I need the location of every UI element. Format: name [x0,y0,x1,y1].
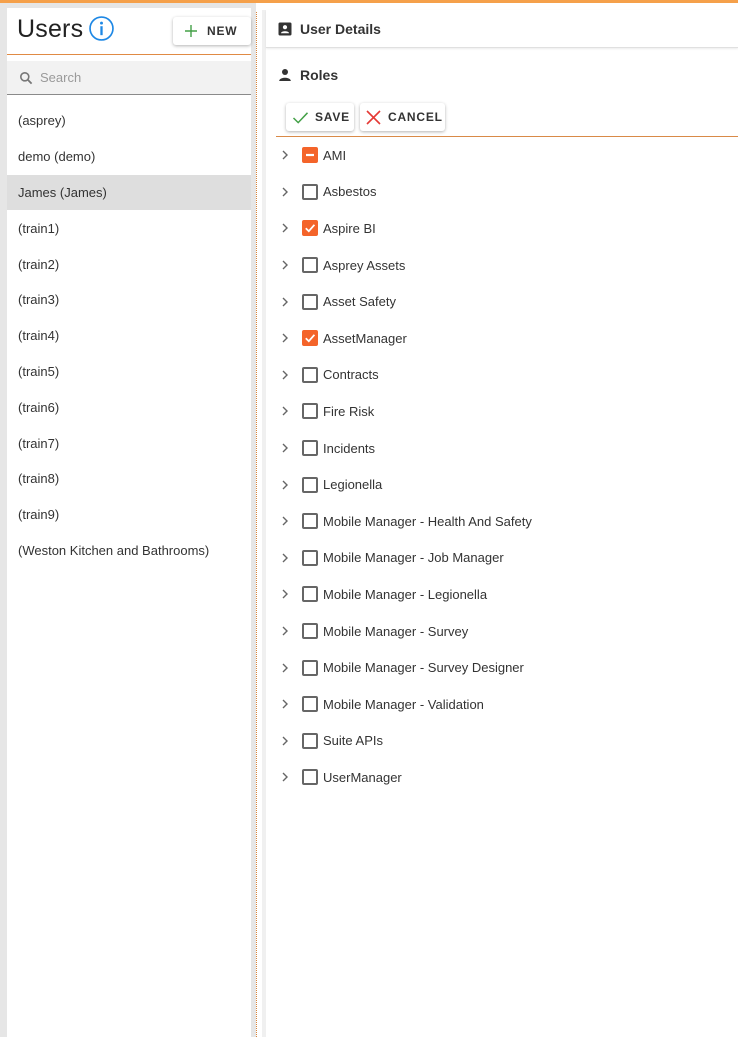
user-list-item[interactable]: (train7) [18,435,60,451]
user-list-item[interactable]: (train3) [18,292,60,308]
users-header-divider [7,54,251,55]
save-button-label: SAVE [315,110,350,124]
user-list-item[interactable]: (train2) [18,256,60,272]
role-checkbox[interactable] [302,367,318,383]
user-list-item[interactable]: demo (demo) [18,149,96,165]
new-button-label: NEW [207,24,238,38]
user-list-item[interactable]: (asprey) [18,113,66,129]
chevron-right-icon[interactable] [279,332,291,344]
user-list-item[interactable]: (train9) [18,507,60,523]
roles-tree [276,137,738,796]
user-list-item[interactable]: (train4) [18,328,60,344]
role-row [276,320,738,357]
chevron-right-icon[interactable] [279,625,291,637]
chevron-right-icon[interactable] [279,186,291,198]
contact-card-icon [278,22,292,36]
role-checkbox[interactable] [302,513,318,529]
chevron-right-icon[interactable] [279,515,291,527]
user-list [7,103,251,568]
role-row [276,174,738,211]
chevron-right-icon[interactable] [279,479,291,491]
chevron-right-icon[interactable] [279,771,291,783]
role-checkbox[interactable] [302,147,318,163]
chevron-right-icon[interactable] [279,296,291,308]
role-row [276,649,738,686]
chevron-right-icon[interactable] [279,405,291,417]
roles-header [266,62,338,88]
chevron-right-icon[interactable] [279,552,291,564]
role-label: Incidents [323,440,376,456]
panel-divider[interactable] [256,12,257,1037]
search-input[interactable] [40,70,230,85]
role-checkbox[interactable] [302,550,318,566]
role-label: Asbestos [323,184,377,200]
cancel-button[interactable] [360,103,445,131]
role-label: AMI [323,147,347,163]
user-details-header [266,10,738,48]
role-checkbox[interactable] [302,184,318,200]
user-list-item[interactable]: James (James) [7,175,251,211]
role-checkbox[interactable] [302,623,318,639]
role-checkbox[interactable] [302,660,318,676]
role-row [276,723,738,760]
chevron-right-icon[interactable] [279,149,291,161]
role-checkbox[interactable] [302,696,318,712]
close-icon [365,109,382,126]
role-row [276,393,738,430]
role-row [276,210,738,247]
chevron-right-icon[interactable] [279,222,291,234]
role-checkbox[interactable] [302,440,318,456]
role-row [276,430,738,467]
role-label: Legionella [323,477,383,493]
role-checkbox[interactable] [302,733,318,749]
role-checkbox[interactable] [302,403,318,419]
check-icon [292,109,309,126]
role-label: Mobile Manager - Job Manager [323,550,504,566]
role-checkbox[interactable] [302,257,318,273]
role-label: Aspire BI [323,220,376,236]
role-row [276,759,738,796]
info-circle-icon[interactable] [89,16,114,41]
chevron-right-icon[interactable] [279,735,291,747]
role-row [276,137,738,174]
user-list-item[interactable]: (train1) [18,220,60,236]
role-checkbox[interactable] [302,586,318,602]
role-checkbox[interactable] [302,294,318,310]
cancel-button-label: CANCEL [388,110,443,124]
role-label: AssetManager [323,330,407,346]
role-label: UserManager [323,769,402,785]
role-row [276,613,738,650]
chevron-right-icon[interactable] [279,662,291,674]
right-panel-gutter [262,10,266,1037]
chevron-right-icon[interactable] [279,588,291,600]
role-label: Asset Safety [323,294,396,310]
user-list-item[interactable]: (Weston Kitchen and Bathrooms) [18,542,210,558]
role-row [276,283,738,320]
checkmark-icon [304,222,316,234]
role-row [276,503,738,540]
plus-icon [184,24,198,38]
user-list-item[interactable]: (train5) [18,363,60,379]
role-label: Contracts [323,367,379,383]
user-list-item[interactable]: (train8) [18,471,60,487]
role-checkbox[interactable] [302,477,318,493]
user-list-item[interactable]: (train6) [18,399,60,415]
role-label: Suite APIs [323,733,383,749]
role-label: Fire Risk [323,403,375,419]
chevron-right-icon[interactable] [279,698,291,710]
role-label: Asprey Assets [323,257,406,273]
chevron-right-icon[interactable] [279,442,291,454]
search-field[interactable] [7,61,251,95]
chevron-right-icon[interactable] [279,369,291,381]
role-label: Mobile Manager - Legionella [323,586,488,602]
role-row [276,686,738,723]
users-title: Users [17,15,84,43]
user-details-title: User Details [300,20,381,37]
role-label: Mobile Manager - Health And Safety [323,513,532,529]
role-checkbox[interactable] [302,220,318,236]
role-row [276,357,738,394]
role-row [276,540,738,577]
role-label: Mobile Manager - Survey [323,623,469,639]
save-button[interactable] [286,103,354,131]
new-user-button[interactable] [173,17,251,45]
roles-title: Roles [300,67,339,83]
checkmark-icon [304,332,316,344]
role-label: Mobile Manager - Survey Designer [323,660,524,676]
role-checkbox[interactable] [302,330,318,346]
chevron-right-icon[interactable] [279,259,291,271]
role-row [276,247,738,284]
minus-icon [304,149,316,161]
role-checkbox[interactable] [302,769,318,785]
search-icon [19,71,33,85]
person-icon [278,68,292,82]
role-label: Mobile Manager - Validation [323,696,484,712]
role-row [276,466,738,503]
role-row [276,576,738,613]
